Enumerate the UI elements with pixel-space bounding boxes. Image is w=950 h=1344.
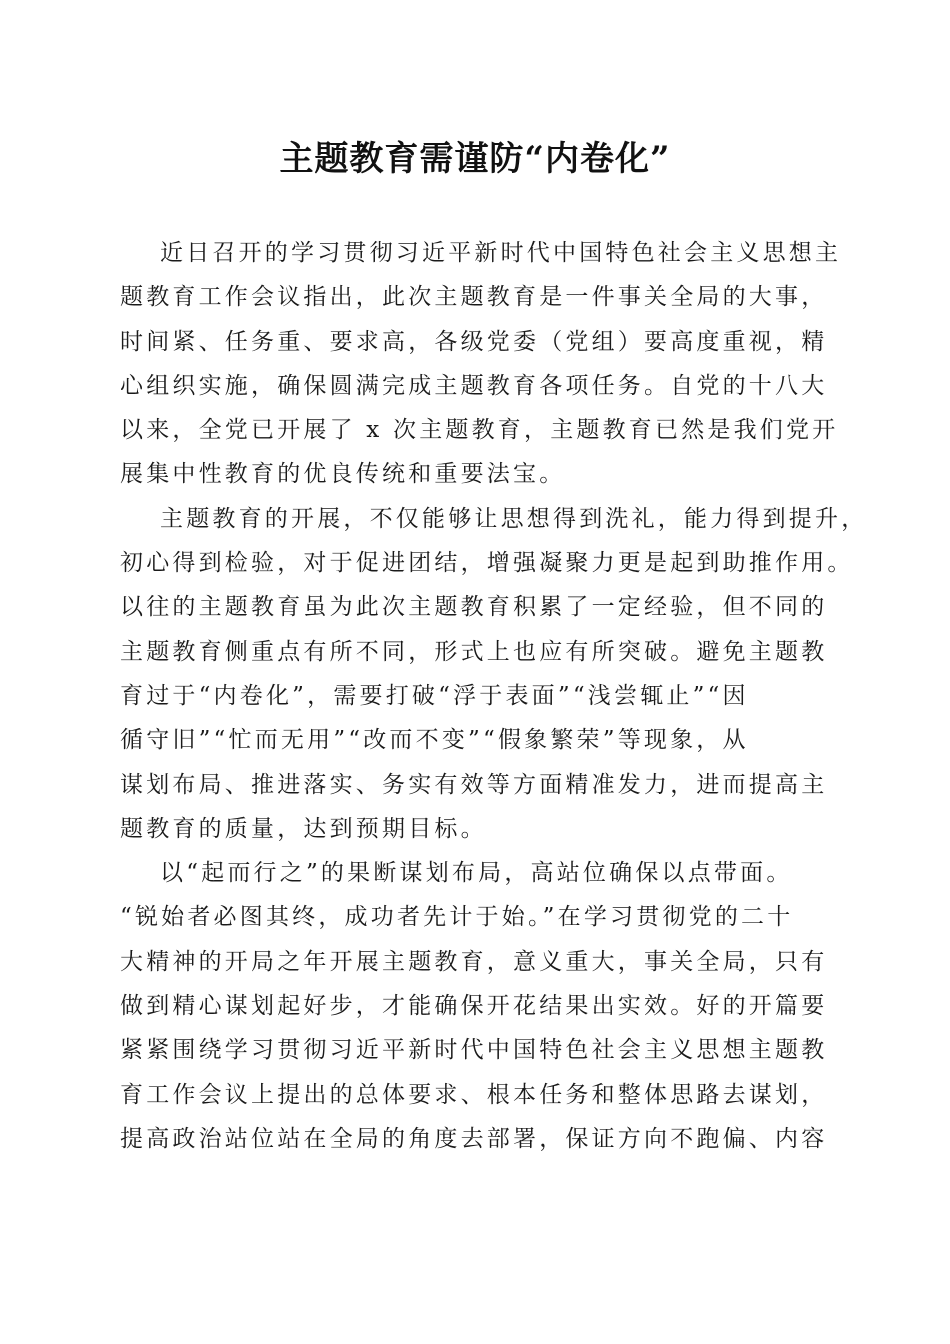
text-line: 做到精心谋划起好步，才能确保开花结果出实效。好的开篇要 [120,993,828,1020]
paragraph-1 [120,231,842,497]
text-line: 以“起而行之”的果断谋划布局，高站位确保以点带面。 [160,860,793,887]
text-line: 题教育的质量，达到预期目标。 [120,815,487,842]
text-line: 大精神的开局之年开展主题教育，意义重大，事关全局，只有 [120,948,828,975]
text-line: 紧紧围绕学习贯彻习近平新时代中国特色社会主义思想主题教 [120,1037,828,1064]
paragraph-3 [120,851,828,1161]
text-line: 初心得到检验，对于促进团结，增强凝聚力更是起到助推作用。 [120,550,854,577]
document-body [120,231,868,1161]
text-line: 以往的主题教育虽为此次主题教育积累了一定经验，但不同的 [120,594,828,621]
text-line: 题教育工作会议指出，此次主题教育是一件事关全局的大事， [120,284,828,311]
text-line: 展集中性教育的优良传统和重要法宝。 [120,461,566,488]
document-title: 主题教育需谨防“内卷化” [279,139,671,179]
text-line: 近日召开的学习贯彻习近平新时代中国特色社会主义思想主 [160,240,842,266]
text-line: 主题教育侧重点有所不同，形式上也应有所突破。避免主题教 [120,638,828,665]
text-line: 以来，全党已开展了 x 次主题教育，主题教育已然是我们党开 [120,417,839,444]
text-line: 提高政治站位站在全局的角度去部署，保证方向不跑偏、内容 [120,1125,828,1152]
text-line: 主题教育的开展，不仅能够让思想得到洗礼，能力得到提升， [160,505,868,532]
text-line: 育过于“内卷化”，需要打破“浮于表面”“浅尝辄止”“因 [120,682,749,709]
paragraph-2 [120,497,868,851]
text-line: 循守旧”“忙而无用”“改而不变”“假象繁荣”等现象，从 [120,727,749,754]
text-line: 心组织实施，确保圆满完成主题教育各项任务。自党的十八大 [120,372,828,399]
text-line: 谋划布局、推进落实、务实有效等方面精准发力，进而提高主 [120,771,828,798]
text-line: 育工作会议上提出的总体要求、根本任务和整体思路去谋划， [120,1081,828,1108]
text-line: 时间紧、任务重、要求高，各级党委（党组）要高度重视，精 [120,328,828,355]
text-line: “锐始者必图其终，成功者先计于始。”在学习贯彻党的二十 [120,904,794,931]
